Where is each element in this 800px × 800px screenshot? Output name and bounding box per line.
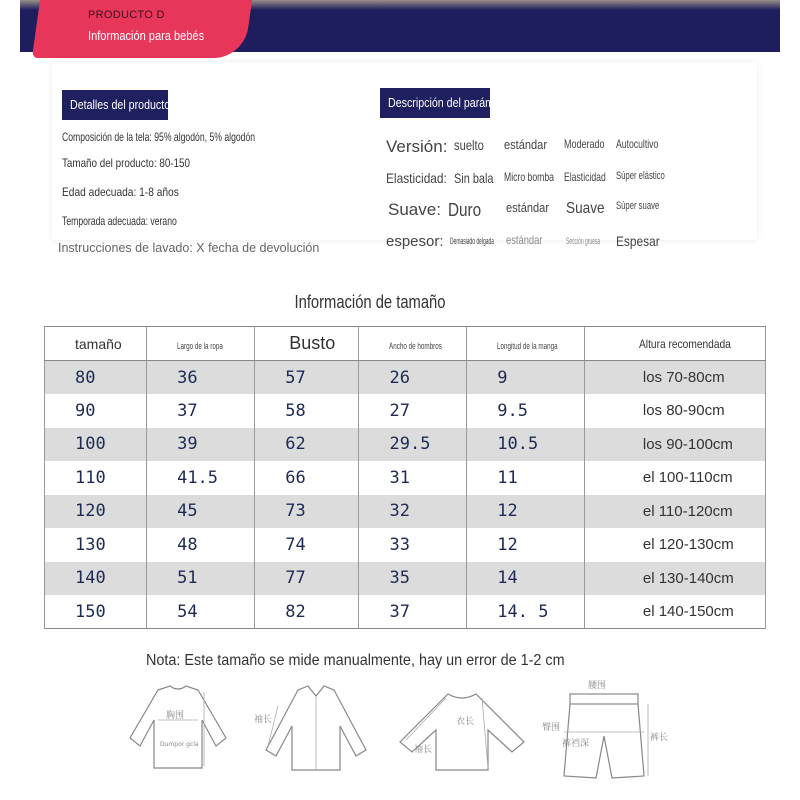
table-cell: 12 [467,528,585,562]
table-cell: los 70-80cm [584,361,765,395]
raglan-length-label: 衣长 [456,717,475,727]
table-cell: 12 [467,495,585,529]
header-cell [147,327,255,361]
table-cell: el 100-110cm [584,461,765,495]
table-cell: el 130-140cm [584,562,765,596]
param-label: Elasticidad: [386,170,447,186]
table-cell: 90 [45,394,147,428]
table-cell: 32 [359,495,467,529]
header-cell [359,327,467,361]
measurement-note: Nota: Este tamaño se mide manualmente, hay un error de 1-2 cm [146,652,565,669]
table-cell: 45 [147,495,255,529]
table-cell: 35 [359,562,467,596]
param-option: Súper elástico [616,170,665,182]
table-cell: 37 [359,595,467,629]
header-cell [467,327,585,361]
table-row [45,428,766,462]
table-cell: los 80-90cm [584,394,765,428]
param-row-elasticity [386,170,746,194]
table-cell: 39 [147,428,255,462]
table-cell: 27 [359,394,467,428]
table-row [45,528,766,562]
table-cell: 58 [255,394,359,428]
table-row [45,562,766,596]
header-cell-label: Largo de la ropa [177,340,223,351]
table-cell: 51 [147,562,255,596]
table-cell: 62 [255,428,359,462]
details-tag: Detalles del producto [62,90,168,120]
detail-season: Temporada adecuada: verano [62,214,177,228]
table-row [45,495,766,529]
table-cell: 26 [359,361,467,395]
table-cell: 77 [255,562,359,596]
table-cell: 74 [255,528,359,562]
detail-composition: Composición de la tela: 95% algodón, 5% algodón [62,130,256,144]
detail-size: Tamaño del producto: 80-150 [62,156,191,170]
table-cell: los 90-100cm [584,428,765,462]
table-cell: el 120-130cm [584,528,765,562]
table-cell: 100 [45,428,147,462]
sweater-chest-label: 胸围 [166,711,185,721]
param-option: suelto [454,137,484,153]
table-cell: 41.5 [147,461,255,495]
table-cell: 9 [467,361,585,395]
table-row [45,461,766,495]
table-header-row [45,327,766,361]
table-cell: 14. 5 [467,595,585,629]
table-cell: 73 [255,495,359,529]
sweater-length-label: Dumpor gcla [160,741,199,748]
param-option: estándar [506,200,550,215]
sweater-diagram-icon [118,676,238,776]
param-option: Autocultivo [616,137,659,151]
param-label: espesor: [386,233,444,250]
param-option: Espesar [616,233,660,249]
param-option: Sección gruesa [566,236,601,246]
table-row [45,361,766,395]
header-cell: Busto [255,327,359,361]
table-cell: 110 [45,461,147,495]
table-cell: 36 [147,361,255,395]
param-option: Demasiado delgada [450,236,495,246]
table-cell: 48 [147,528,255,562]
table-cell: 10.5 [467,428,585,462]
table-cell: 66 [255,461,359,495]
table-cell: 31 [359,461,467,495]
param-option: Elasticidad [564,170,606,184]
table-row [45,595,766,629]
header-cell-label: Longitud de la manga [497,340,558,351]
param-option: Sin bala [454,170,494,186]
ribbon-subtitle: Información para bebés [88,28,205,43]
table-cell: 82 [255,595,359,629]
table-cell: 11 [467,461,585,495]
param-label: Versión: [386,137,448,156]
table-cell: 14 [467,562,585,596]
shorts-crotch-label: 裤裆深 [562,739,590,749]
table-cell: 37 [147,394,255,428]
table-cell: 57 [255,361,359,395]
header-cell [584,327,765,361]
table-cell: 80 [45,361,147,395]
param-row-soft [386,200,746,224]
header-cell-label: Altura recomendada [638,336,731,351]
table-cell: 54 [147,595,255,629]
table-cell: 9.5 [467,394,585,428]
shorts-waist-label: 腰围 [588,681,607,691]
raglan-sleeve-label: 袖长 [414,745,433,755]
size-table [44,326,766,629]
raglan-diagram-icon [392,676,532,776]
param-option: Duro [448,200,482,220]
shorts-hip-label: 臀围 [542,723,561,733]
param-option: Micro bomba [504,170,554,184]
params-tag: Descripción del parámetro [380,88,490,118]
detail-age: Edad adecuada: 1-8 años [62,185,179,199]
header-cell-label: Ancho de hombros [389,340,443,351]
param-option: Súper suave [616,200,660,212]
param-option: estándar [506,233,543,247]
table-row [45,394,766,428]
param-row-thickness [386,233,746,257]
table-cell: 130 [45,528,147,562]
param-option: Moderado [564,137,605,151]
shirt-sleeve-label: 袖长 [254,715,273,725]
param-option: estándar [504,137,548,152]
ribbon-title: PRODUCTO D [88,9,165,21]
table-cell: 33 [359,528,467,562]
table-cell: 120 [45,495,147,529]
param-option: Suave [566,200,605,217]
table-cell: el 110-120cm [584,495,765,529]
table-cell: el 140-150cm [584,595,765,629]
wash-instructions: Instrucciones de lavado: X fecha de devolución [58,241,320,255]
param-row-version [386,137,746,161]
size-table-title: Información de tamaño [294,292,446,312]
table-cell: 140 [45,562,147,596]
header-cell: tamaño [45,327,147,361]
shirt-diagram-icon [254,676,378,776]
shorts-diagram-icon [540,676,670,796]
param-label: Suave: [388,200,441,219]
table-cell: 150 [45,595,147,629]
table-cell: 29.5 [359,428,467,462]
shorts-length-label: 裤长 [650,733,669,743]
